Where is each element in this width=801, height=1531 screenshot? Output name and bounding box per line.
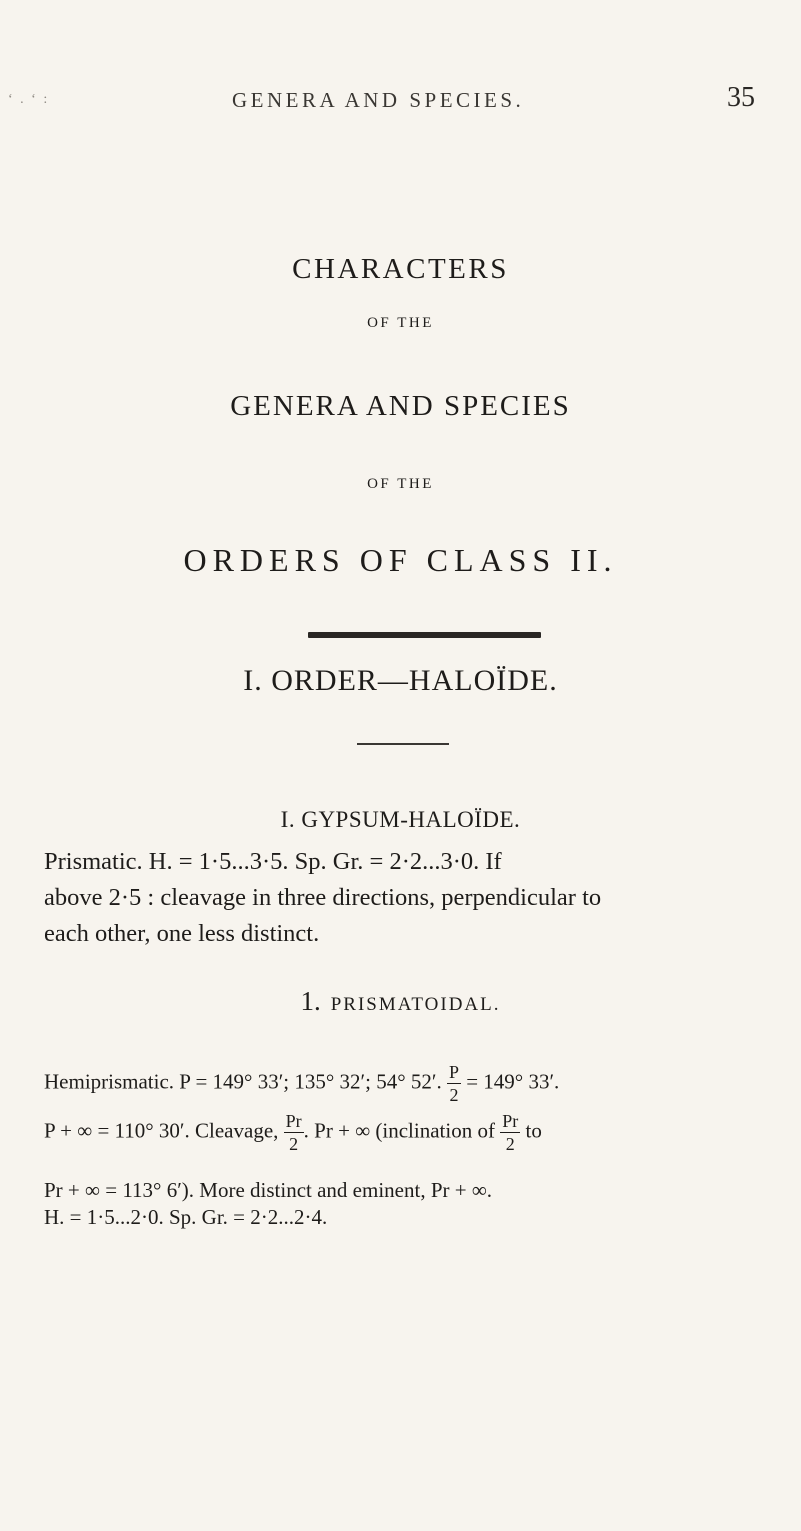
genus-description-line-1: Prismatic. H. = 1·5...3·5. Sp. Gr. = 2·2...3·0. If xyxy=(44,848,502,875)
genus-description xyxy=(44,844,759,952)
genus-description-line-3: each other, one less distinct. xyxy=(44,920,320,947)
fraction-numerator: Pr xyxy=(285,1111,302,1131)
fraction-numerator: Pr xyxy=(502,1111,519,1131)
fraction-bar xyxy=(500,1132,520,1133)
title-of-the-2: OF THE xyxy=(367,476,434,492)
species-line-2-text-a: P + ∞ = 110° 30′. Cleavage, xyxy=(44,1118,279,1143)
order-heading: I. ORDER—HALOÏDE. xyxy=(243,664,558,697)
section-divider-thin xyxy=(357,743,449,745)
title-genera-species: GENERA AND SPECIES xyxy=(230,390,571,422)
fraction-pr-over-2-a xyxy=(284,1112,304,1153)
species-line-2 xyxy=(44,1112,760,1153)
species-line-3: Pr + ∞ = 113° 6′). More distinct and eminent, Pr + ∞. xyxy=(44,1178,493,1202)
title-orders-of-class: ORDERS OF CLASS II. xyxy=(183,542,618,578)
species-heading xyxy=(0,986,801,1017)
fraction-denominator: 2 xyxy=(289,1134,299,1154)
running-head-title: GENERA AND SPECIES. xyxy=(232,88,525,112)
fraction-bar xyxy=(284,1132,304,1133)
species-line-4: H. = 1·5...2·0. Sp. Gr. = 2·2...2·4. xyxy=(44,1205,328,1229)
running-head xyxy=(0,82,801,118)
fraction-numerator: P xyxy=(448,1062,459,1082)
genus-description-line-2: above 2·5 : cleavage in three directions, perpendicular to xyxy=(44,884,602,911)
species-line-1-text-b: = 149° 33′. xyxy=(466,1069,560,1094)
species-name: PRISMATOIDAL. xyxy=(330,994,501,1015)
page-number: 35 xyxy=(727,82,755,113)
section-divider-thick xyxy=(308,632,541,638)
fraction-bar xyxy=(447,1083,461,1084)
fraction-p-over-2 xyxy=(447,1063,461,1104)
species-line-2-text-b: . Pr + ∞ (inclination of xyxy=(303,1118,495,1143)
fraction-denominator: 2 xyxy=(449,1085,459,1105)
genus-heading: I. GYPSUM-HALOÏDE. xyxy=(280,807,521,832)
species-line-1-text-a: Hemiprismatic. P = 149° 33′; 135° 32′; 54° 52′. xyxy=(44,1069,442,1094)
margin-marks: ‘ . ‘ : xyxy=(8,92,50,107)
title-characters: CHARACTERS xyxy=(292,253,509,285)
fraction-pr-over-2-b xyxy=(500,1112,520,1153)
species-number: 1. xyxy=(300,986,321,1016)
fraction-denominator: 2 xyxy=(505,1134,515,1154)
species-line-1 xyxy=(44,1063,760,1104)
species-line-2-text-c: to xyxy=(525,1118,542,1143)
title-of-the-1: OF THE xyxy=(367,315,434,331)
